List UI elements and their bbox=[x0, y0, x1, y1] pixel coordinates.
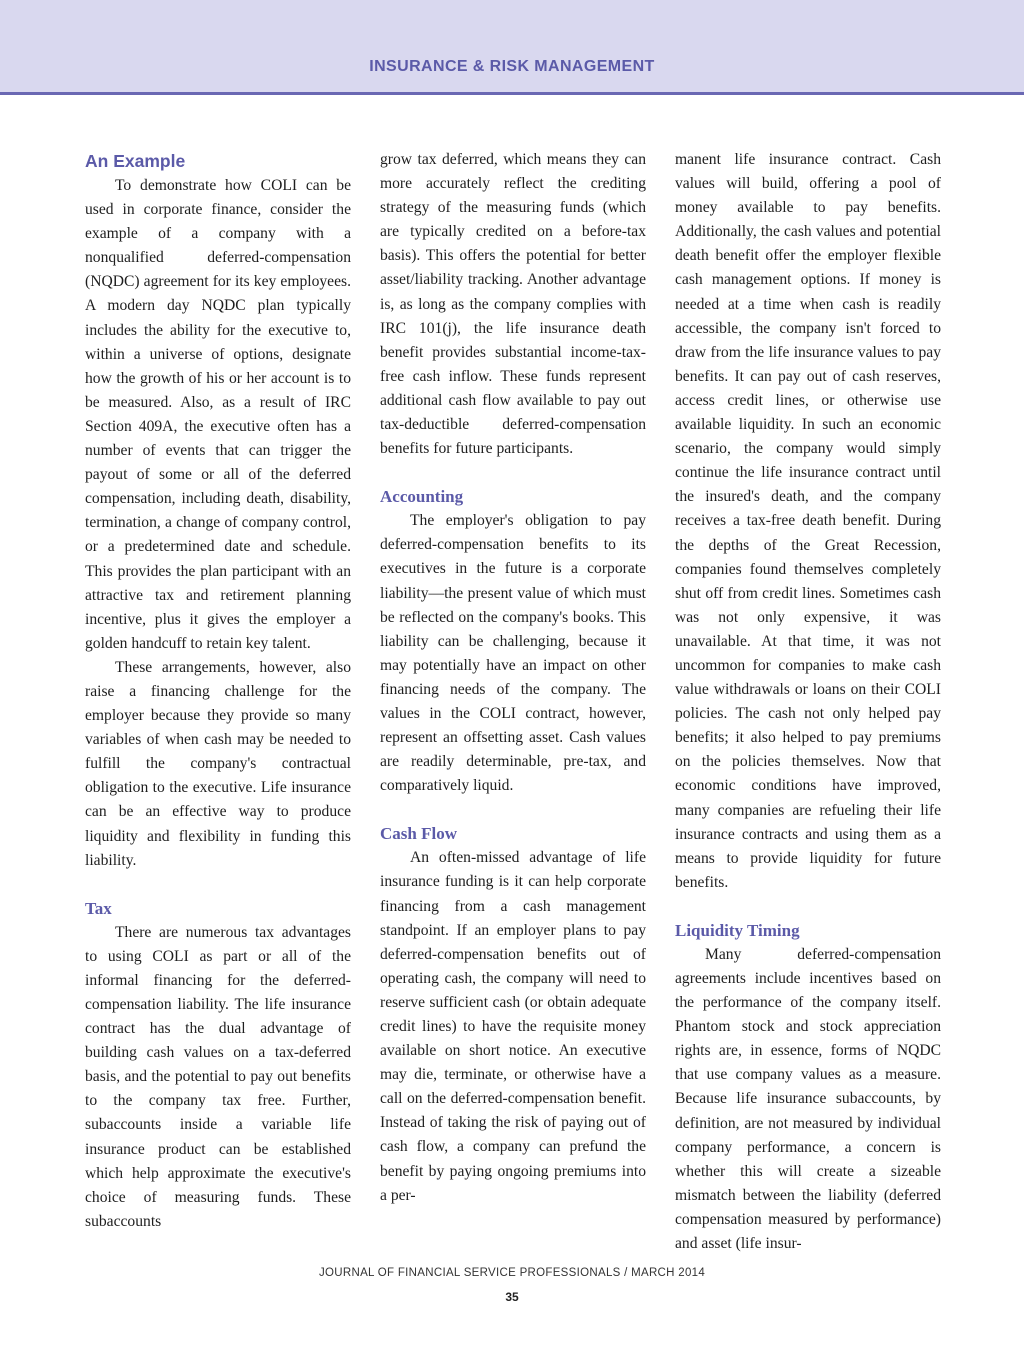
paragraph: manent life insurance contract. Cash values will build, offering a pool of money available to pay benefits. Additionally, the cash values and potential death benefit offer the employer flexible cash management options. If money is needed at a time when cash is readily accessible, the company isn't forced to draw from the life insurance values to pay benefits. It can pay out of cash reserves, access credit lines, or otherwise use available liquidity. In such an economic scenario, the company would simply continue the life insurance contract until the insured's death, and the company receives a tax-free death benefit. During the depths of the Great Recession, companies found themselves completely shut off from credit lines. Sometimes cash was not only expensive, it was unavailable. At that time, it was not uncommon for companies to make cash value withdrawals or loans on their COLI policies. The cash not only helped pay benefits; it also helped to pay premiums on the policies themselves. Now that economic conditions have improved, many companies are refueling their life insurance contracts and using them as a means to provide liquidity for future benefits. bbox=[675, 151, 941, 891]
column-1 bbox=[85, 148, 351, 1234]
paragraph: An often-missed advantage of life insurance funding is it can help corporate financing from a cash management standpoint. If an employer plans to pay deferred-compensation benefits out of operating cash, the company will need to reserve sufficient cash (or obtain adequate credit lines) to have the requisite money available on short notice. An executive may die, terminate, or otherwise have a call on the deferred-compensation benefit. Instead of taking the risk of paying out of cash flow, a company can prefund the benefit by paying ongoing premiums into a per- bbox=[380, 849, 646, 1204]
heading-cash-flow: Cash Flow bbox=[380, 824, 457, 844]
page-number: 35 bbox=[505, 1290, 519, 1304]
header-band bbox=[0, 0, 1024, 92]
heading-accounting: Accounting bbox=[380, 487, 464, 507]
paragraph: Many deferred-compensation agreements include incentives based on the performance of the company itself. Phantom stock and stock appreciation rights are, in essence, forms of NQDC that use company values as a measure. Because life insurance subaccounts, by definition, are not measured by individual company performance, a concern is whether this will create a sizeable mismatch between the liability (deferred compensation measured by performance) and asset (life insur- bbox=[675, 945, 941, 1253]
paragraph-gap bbox=[85, 873, 351, 897]
paragraph-gap bbox=[675, 895, 941, 919]
column-3 bbox=[675, 148, 941, 1256]
heading-tax: Tax bbox=[85, 898, 112, 918]
section-header: INSURANCE & RISK MANAGEMENT bbox=[369, 58, 655, 75]
paragraph: The employer's obligation to pay deferred-compensation benefits to its executives in the future is a corporate liability—the present value of which must be reflected on the company's books. This liability can be challenging, because it may potentially have an impact on other financing needs of the company. The values in the COLI contract, however, represent an offsetting asset. Cash values are readily determinable, pre-tax, and comparatively liquid. bbox=[380, 512, 646, 795]
heading-liquidity-timing: Liquidity Timing bbox=[675, 920, 800, 940]
paragraph-gap bbox=[380, 798, 646, 822]
heading-an-example: An Example bbox=[85, 151, 186, 171]
paragraph: There are numerous tax advantages to using COLI as part or all of the informal financing for the deferred-compensation liability. The life insurance contract has the dual advantage of building cash values on a tax-deferred basis, and the potential to pay out benefits to the company tax free. Further, subaccounts inside a variable life insurance product can be established which help approximate the executive's choice of measuring funds. These subaccounts bbox=[85, 923, 351, 1230]
header-rule bbox=[0, 92, 1024, 95]
paragraph: To demonstrate how COLI can be used in corporate finance, consider the example of a company with a nonqualified deferred-compensation (NQDC) agreement for its key employees. A modern day NQDC plan typically includes the ability for the executive to, within a universe of options, designate how the growth of his or her account is to be measured. Also, as a result of IRC Section 409A, the executive often has a number of events that can trigger the payout of some or all of the deferred compensation, including death, disability, termination, a change of company control, or a predetermined date and schedule. This provides the plan participant with an attractive tax and retirement planning incentive, plus it gives the employer a golden handcuff to retain key talent. bbox=[85, 177, 351, 652]
paragraph: grow tax deferred, which means they can more accurately reflect the crediting strategy of the measuring funds (which are typically credited on a before-tax basis). This offers the potential for better asset/liability tracking. Another advantage is, as long as the company complies with IRC 101(j), the life insurance death benefit provides substantial income-tax-free cash inflow. These funds represent additional cash flow available to pay out tax-deductible deferred-compensation benefits for future participants. bbox=[380, 151, 646, 458]
paragraph: These arrangements, however, also raise a financing challenge for the employer because they provide so many variables of when cash may be needed to fulfill the company's contractual obligation to the executive. Life insurance can be an effective way to produce liquidity and flexibility in funding this liability. bbox=[85, 658, 351, 869]
paragraph-gap bbox=[380, 461, 646, 485]
column-2 bbox=[380, 148, 646, 1208]
footer-journal-title: JOURNAL OF FINANCIAL SERVICE PROFESSIONALS / MARCH 2014 bbox=[318, 1267, 706, 1279]
